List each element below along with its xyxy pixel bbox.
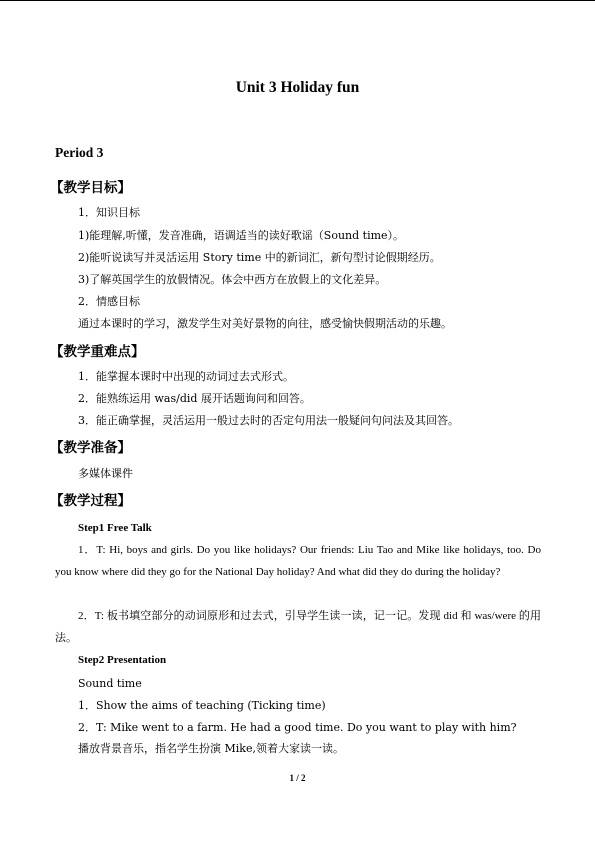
document-title: Unit 3 Holiday fun <box>235 79 360 96</box>
section-heading-key-points: 【教学重难点】 <box>50 344 145 360</box>
step1-paragraph-1: 1．T: Hi, boys and girls. Do you like holidays? Our friends: Liu Tao and Mike like holidays, too. Do you know where did they go for the National Day holiday? And what did they do during the holiday? <box>55 544 541 578</box>
objective-line: 2)能听说读写并灵活运用 Story time 中的新词汇，新句型讨论假期经历。 <box>78 251 441 264</box>
key-point-line: 1．能掌握本课时中出现的动词过去式形式。 <box>78 370 294 383</box>
objective-line: 通过本课时的学习，激发学生对美好景物的向往，感受愉快假期活动的乐趣。 <box>78 317 452 330</box>
section-heading-objectives: 【教学目标】 <box>50 180 131 196</box>
objective-line: 3)了解英国学生的放假情况。体会中西方在放假上的文化差异。 <box>78 273 387 286</box>
top-rule <box>0 0 595 1</box>
page-number: 1 / 2 <box>289 773 306 783</box>
objective-line: 1)能理解,听懂，发音准确，语调适当的读好歌谣（Sound time）。 <box>78 229 405 242</box>
step2-line: 播放背景音乐，指名学生扮演 Mike,领着大家读一读。 <box>78 742 344 755</box>
step2-line: 2．T: Mike went to a farm. He had a good time. Do you want to play with him? <box>78 721 517 734</box>
period-label: Period 3 <box>55 145 104 160</box>
step2-line: 1．Show the aims of teaching (Ticking time) <box>78 699 326 712</box>
section-heading-preparation: 【教学准备】 <box>50 440 131 456</box>
objective-line: 2．情感目标 <box>78 295 140 308</box>
section-heading-process: 【教学过程】 <box>50 493 131 509</box>
step-title: Step1 Free Talk <box>78 522 152 534</box>
preparation-line: 多媒体课件 <box>78 467 133 480</box>
step-title: Step2 Presentation <box>78 654 167 666</box>
step1-paragraph-2: 2．T: 板书填空部分的动词原形和过去式，引导学生读一读，记一记。发现 did 和 was/were 的用法。 <box>55 610 541 644</box>
step2-line: Sound time <box>78 677 142 690</box>
objective-line: 1．知识目标 <box>78 206 140 219</box>
key-point-line: 2．能熟练运用 was/did 展开话题询问和回答。 <box>78 392 311 405</box>
key-point-line: 3．能正确掌握，灵活运用一般过去时的否定句用法一般疑问句问法及其回答。 <box>78 414 459 427</box>
